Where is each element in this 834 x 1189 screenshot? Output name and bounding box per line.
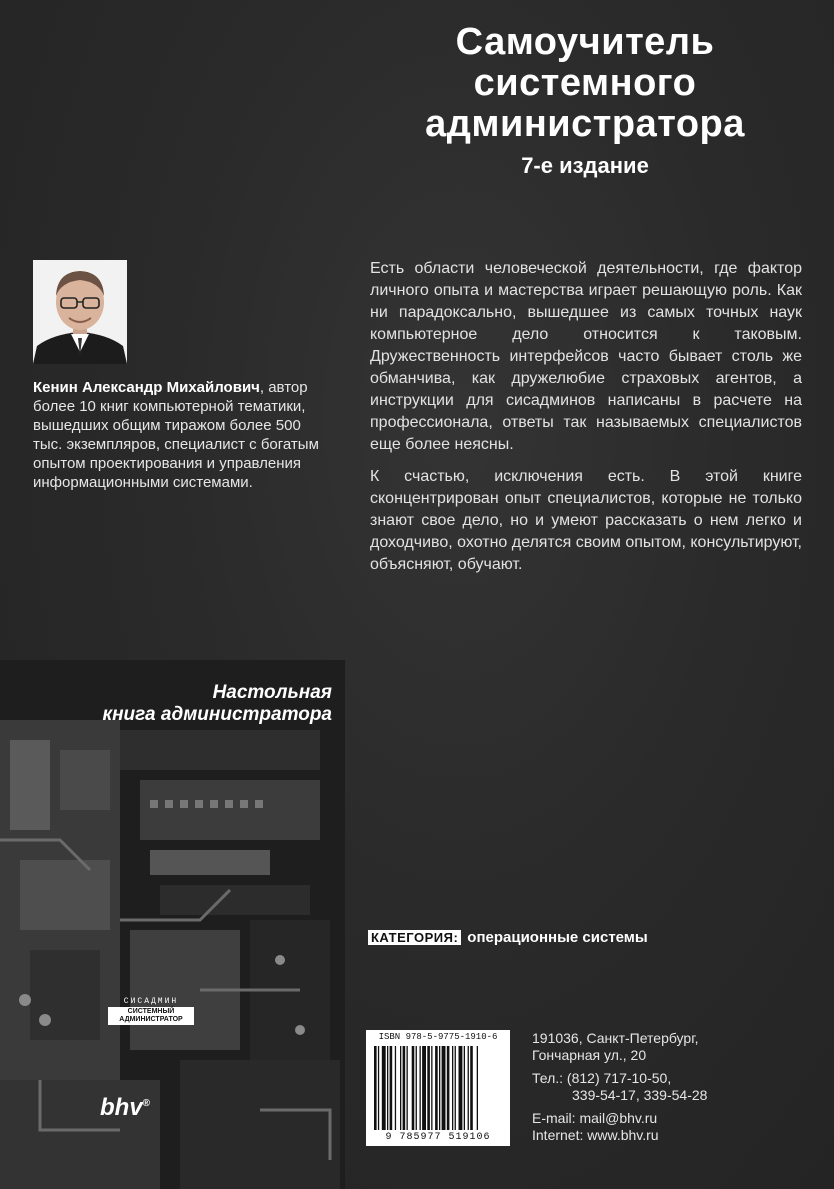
internet-line: Internet: www.bhv.ru	[532, 1127, 659, 1143]
phone-line-2: 339-54-17, 339-54-28	[572, 1087, 708, 1103]
circuit-board-illustration	[0, 660, 345, 1189]
sysadmin-logo-top: СИСАДМИН	[123, 997, 179, 1006]
series-artwork	[0, 660, 345, 1189]
category-line	[368, 929, 648, 946]
sysadmin-series-logo	[108, 997, 194, 1025]
series-line-2: книга администратора	[102, 704, 332, 725]
email-line: E-mail: mail@bhv.ru	[532, 1110, 658, 1126]
author-portrait-icon	[33, 260, 127, 364]
author-name: Кенин Александр Михайлович	[33, 379, 260, 396]
description-paragraph-1: Есть области человеческой деятельности, где фактор личного опыта и мастерства играет решающую роль. Как ни парадоксально, вышедшее из самых точных наук компьютерное дело относится к таковым. Дружественность интерфейсов часто бывает столь же обманчива, как дружелюбие страховых агентов, а инструкции для сисадминов написаны в расчете на профессионала, ответы так называемых специалистов еще более неясны.	[370, 260, 802, 453]
book-description	[370, 258, 802, 586]
phone-line-1: Тел.: (812) 717-10-50,	[532, 1070, 672, 1086]
author-bio	[33, 378, 333, 492]
sysadmin-logo-box: СИСТЕМНЫЙ АДМИНИСТРАТОР	[108, 1007, 194, 1025]
category-value: операционные системы	[467, 929, 648, 946]
title-line-2: системного	[473, 62, 697, 104]
description-paragraph-2: К счастью, исключения есть. В этой книге сконцентрирован опыт специалистов, которые не только знают свое дело, но и умеют рассказать о нем легко и доходчиво, охотно делятся своим опытом, консультируют, объясняют, обучают.	[370, 468, 802, 573]
author-bio-text: , автор более 10 книг компьютерной тематики, вышедших общим тиражом более 500 тыс. экземпляров, специалист с богатым опытом проектирования и управления информационными системами.	[33, 379, 319, 491]
registered-mark: ®	[142, 1098, 151, 1109]
ean-digits: 9 785977 519106	[385, 1132, 491, 1143]
author-photo	[33, 260, 127, 364]
series-line-1: Настольная	[212, 682, 332, 703]
title-line-1: Самоучитель	[455, 21, 715, 63]
isbn-text: ISBN 978-5-9775-1910-6	[378, 1032, 498, 1042]
publisher-logo	[100, 1094, 150, 1122]
title-line-3: администратора	[425, 103, 745, 145]
edition-label: 7-е издание	[521, 153, 649, 178]
book-title	[350, 22, 820, 145]
series-title	[60, 682, 332, 726]
address-line-1: 191036, Санкт-Петербург,	[532, 1030, 699, 1046]
category-label: КАТЕГОРИЯ:	[368, 930, 461, 945]
address-line-2: Гончарная ул., 20	[532, 1047, 647, 1063]
publisher-contacts	[532, 1030, 822, 1144]
barcode-bars	[366, 1030, 510, 1146]
publisher-logo-text: bhv	[100, 1094, 143, 1121]
isbn-barcode	[366, 1030, 510, 1146]
